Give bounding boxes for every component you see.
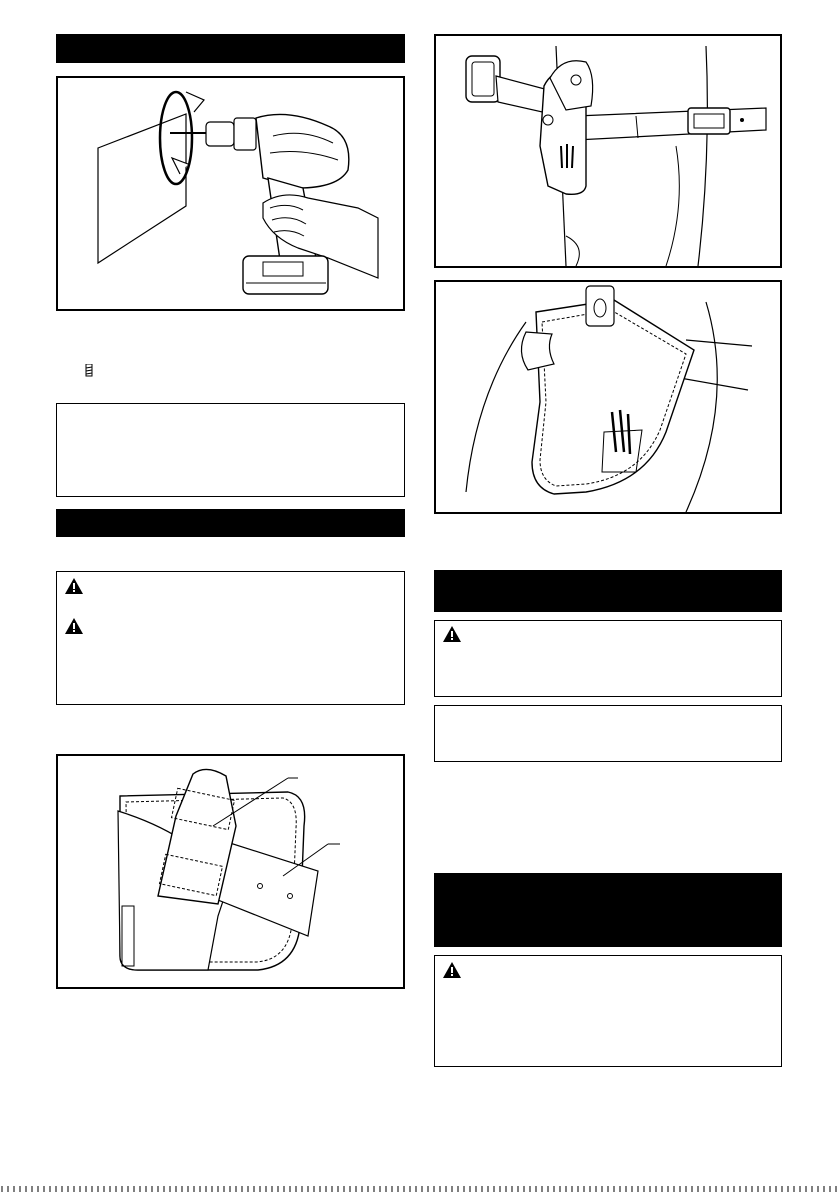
note-box-2 xyxy=(434,705,782,762)
section-heading-bar-2 xyxy=(56,509,405,537)
holster-closeup-figure xyxy=(434,280,782,514)
warning-icon xyxy=(65,618,83,634)
warning-icon xyxy=(443,626,461,642)
section-heading-bar-1 xyxy=(56,34,405,63)
scan-tick-marks xyxy=(0,1184,840,1192)
warning-icon xyxy=(443,962,461,978)
warning-icon xyxy=(65,578,83,594)
section-heading-bar-4 xyxy=(434,873,782,947)
warning-box-3 xyxy=(434,955,782,1067)
holster-on-belt-figure xyxy=(434,34,782,268)
note-box-1 xyxy=(56,403,405,497)
warning-box-1 xyxy=(56,571,405,705)
section-heading-bar-3 xyxy=(434,570,782,612)
holster-belt-figure xyxy=(56,754,405,989)
warning-box-2 xyxy=(434,620,782,697)
bit-icon xyxy=(83,364,95,378)
drill-screwdriving-figure xyxy=(56,76,405,311)
